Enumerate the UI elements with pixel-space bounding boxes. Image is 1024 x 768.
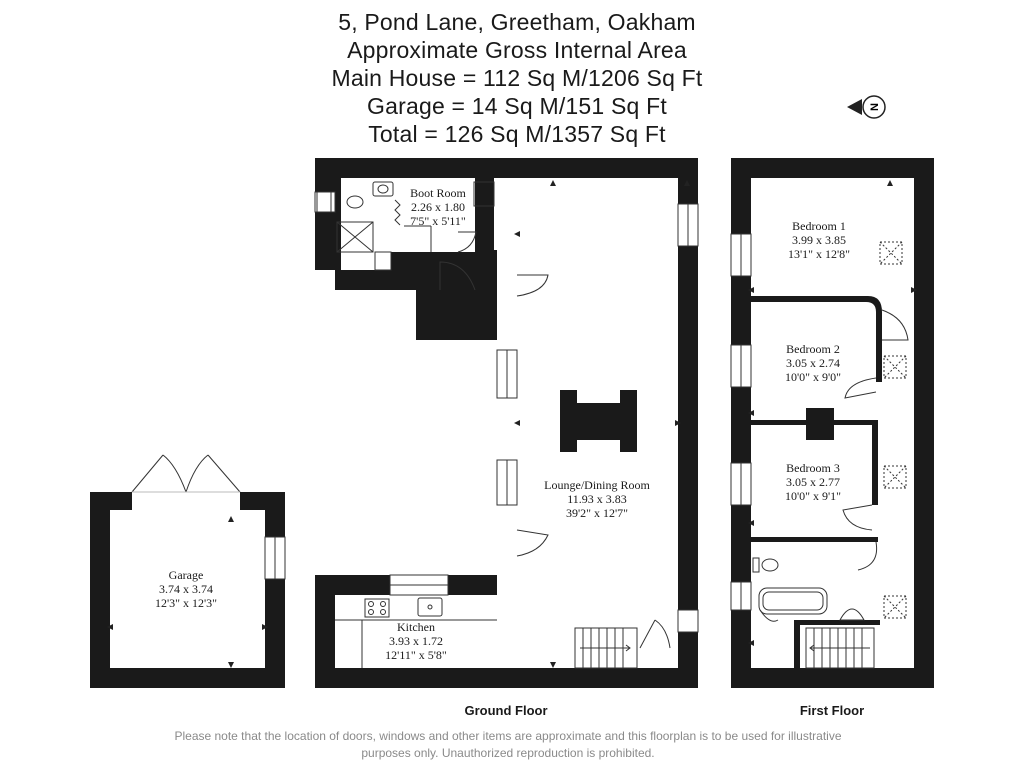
room-name: Bedroom 2 (786, 342, 840, 356)
room-metric: 3.99 x 3.85 (792, 233, 846, 247)
first-floor-stairs (806, 628, 874, 668)
main-house-area: Main House = 112 Sq M/1206 Sq Ft (331, 65, 703, 91)
room-name: Bedroom 1 (792, 219, 846, 233)
north-compass-icon (847, 96, 885, 118)
room-garage (155, 568, 217, 610)
garage-double-door (132, 455, 240, 492)
room-name: Bedroom 3 (786, 461, 840, 475)
room-lounge (544, 478, 650, 520)
room-imperial: 13'1" x 12'8" (787, 247, 851, 261)
room-metric: 3.05 x 2.74 (786, 356, 840, 370)
room-imperial: 39'2" x 12'7" (565, 506, 629, 520)
ground-floor (315, 158, 698, 688)
room-metric: 3.93 x 1.72 (389, 634, 443, 648)
room-name: Boot Room (410, 186, 466, 200)
disclaimer-line-2: purposes only. Unauthorized reproduction is prohibited. (361, 746, 655, 760)
room-metric: 11.93 x 3.83 (567, 492, 627, 506)
ground-stairs (575, 628, 637, 668)
bathroom-fixtures (753, 558, 864, 621)
garage-area: Garage = 14 Sq M/151 Sq Ft (367, 93, 667, 119)
room-imperial: 12'3" x 12'3" (154, 596, 218, 610)
room-name: Kitchen (397, 620, 435, 634)
disclaimer-line-1: Please note that the location of doors, windows and other items are approximate and this floorplan is to be used for illustrative (174, 729, 842, 743)
room-imperial: 12'11" x 5'8" (385, 648, 447, 662)
room-metric: 3.05 x 2.77 (786, 475, 840, 489)
room-boot-room (410, 186, 466, 228)
property-address: 5, Pond Lane, Greetham, Oakham (338, 9, 696, 35)
room-bedroom-1 (788, 219, 850, 261)
room-bedroom-3 (785, 461, 841, 503)
room-imperial: 7'5" x 5'11" (410, 214, 466, 228)
room-metric: 2.26 x 1.80 (411, 200, 465, 214)
room-metric: 3.74 x 3.74 (159, 582, 213, 596)
room-imperial: 10'0" x 9'1" (784, 489, 842, 503)
first-floor-label: First Floor (799, 703, 865, 718)
room-name: Lounge/Dining Room (544, 478, 650, 492)
compass-letter: N (869, 103, 881, 111)
room-name: Garage (168, 568, 204, 582)
room-kitchen (385, 620, 447, 662)
total-area: Total = 126 Sq M/1357 Sq Ft (368, 121, 666, 147)
ground-floor-label: Ground Floor (464, 703, 548, 718)
area-title: Approximate Gross Internal Area (347, 37, 687, 63)
room-imperial: 10'0" x 9'0" (784, 370, 842, 384)
room-bedroom-2 (785, 342, 841, 384)
